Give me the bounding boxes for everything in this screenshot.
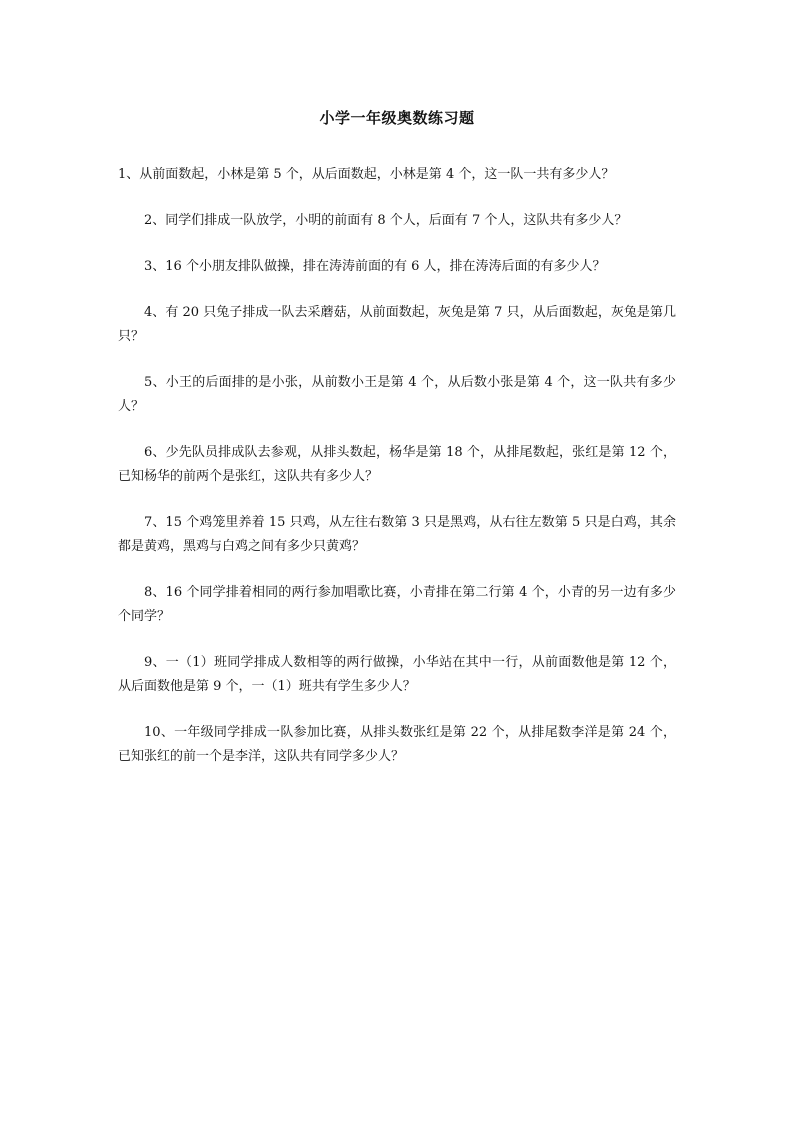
document-title: 小学一年级奥数练习题 <box>319 109 475 127</box>
question-9: 9、一（1）班同学排成人数相等的两行做操，小华站在其中一行，从前面数他是第 12 个，从后面数他是第 9 个，一（1）班共有学生多少人？ <box>118 655 676 694</box>
question-4: 4、有 20 只兔子排成一队去采蘑菇，从前面数起，灰兔是第 7 只，从后面数起，灰兔是第几只？ <box>118 305 676 344</box>
question-6: 6、少先队员排成队去参观，从排头数起，杨华是第 18 个，从排尾数起，张红是第 12 个，已知杨华的前两个是张红，这队共有多少人？ <box>118 445 676 484</box>
question-10: 10、一年级同学排成一队参加比赛，从排头数张红是第 22 个，从排尾数李洋是第 24 个，已知张红的前一个是李洋，这队共有同学多少人？ <box>118 725 676 764</box>
question-5: 5、小王的后面排的是小张，从前数小王是第 4 个，从后数小张是第 4 个，这一队共有多少人？ <box>118 375 676 414</box>
question-7: 7、15 个鸡笼里养着 15 只鸡，从左往右数第 3 只是黑鸡，从右往左数第 5 只是白鸡，其余都是黄鸡，黑鸡与白鸡之间有多少只黄鸡？ <box>118 515 676 554</box>
question-2: 2、同学们排成一队放学，小明的前面有 8 个人，后面有 7 个人，这队共有多少人？ <box>144 213 628 228</box>
question-list <box>118 163 676 769</box>
question-1: 1、从前面数起，小林是第 5 个，从后面数起，小林是第 4 个，这一队一共有多少人？ <box>118 167 615 182</box>
question-3: 3、16 个小朋友排队做操，排在涛涛前面的有 6 人，排在涛涛后面的有多少人？ <box>144 259 606 274</box>
question-8: 8、16 个同学排着相同的两行参加唱歌比赛，小青排在第二行第 4 个，小青的另一边有多少个同学？ <box>118 585 676 624</box>
